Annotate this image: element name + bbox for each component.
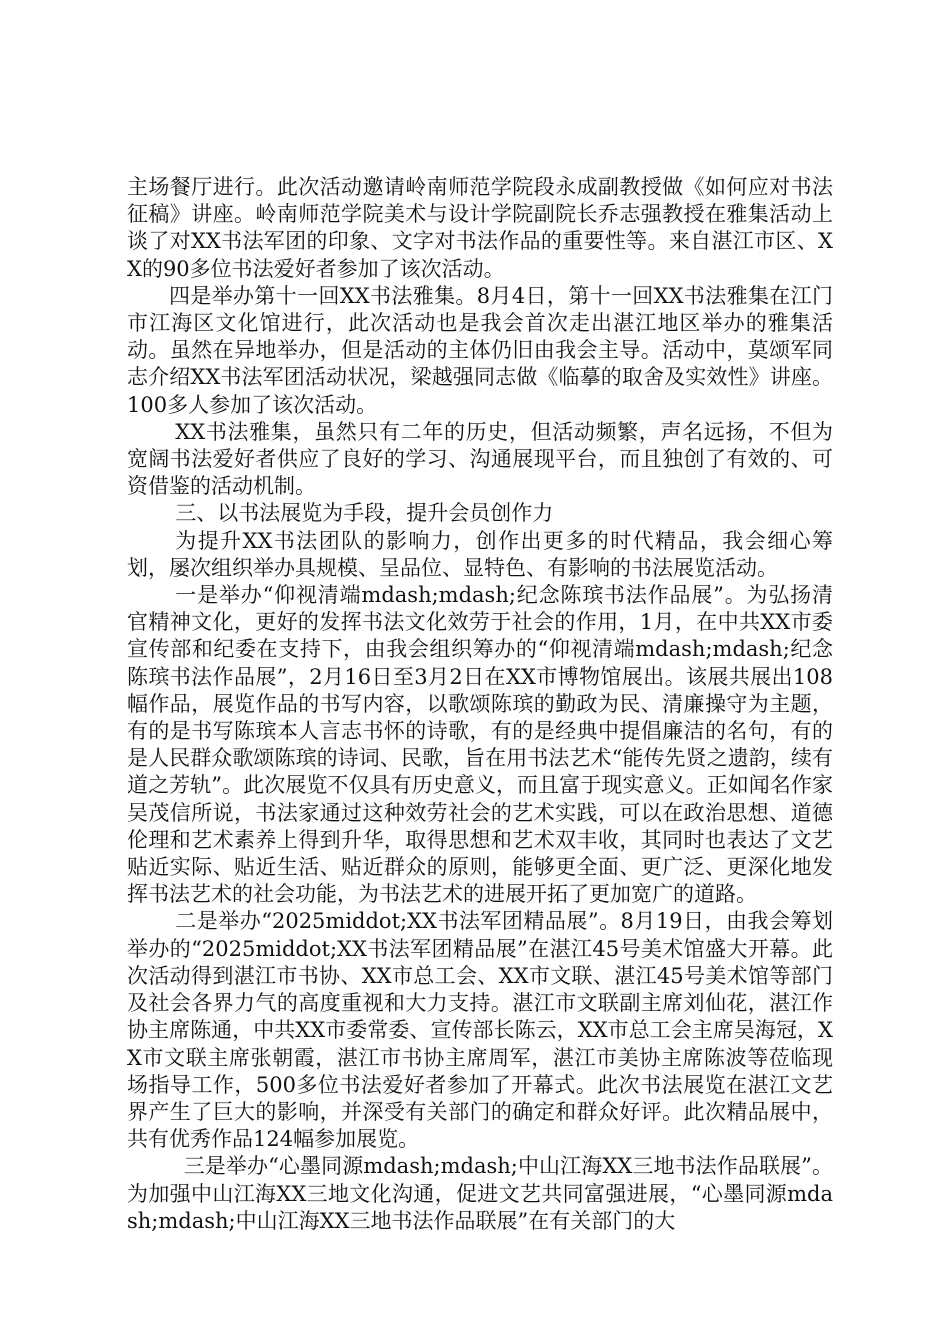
section-heading: 三、以书法展览为手段，提升会员创作力 xyxy=(175,501,554,526)
paragraph: 为提升XX书法团队的影响力，创作出更多的时代精品，我会细心筹划，屡次组织举办具规模、呈品位、显特色、有影响的书法展览活动。 xyxy=(127,528,833,580)
paragraph: 四是举办第十一回XX书法雅集。8月4日，第十一回XX书法雅集在江门市江海区文化馆进行，此次活动也是我会首次走出湛江地区举办的雅集活动。虽然在异地举办，但是活动的主体仍旧由我会主导。活动中，莫颂军同志介绍XX书法军团活动状况，梁越强同志做《临摹的取舍及实效性》讲座。100多人参加了该次活动。 xyxy=(127,283,833,417)
paragraph: XX书法雅集，虽然只有二年的历史，但活动频繁，声名远扬，不但为宽阔书法爱好者供应了良好的学习、沟通展现平台，而且独创了有效的、可资借鉴的活动机制。 xyxy=(127,419,833,499)
document-page xyxy=(127,174,833,1235)
paragraph: 二是举办“2025middot;XX书法军团精品展”。8月19日，由我会筹划举办的“2025middot;XX书法军团精品展”在湛江45号美术馆盛大开幕。此次活动得到湛江市书协、XX市总工会、XX市文联、湛江45号美术馆等部门及社会各界力气的高度重视和大力支持。湛江市文联副主席刘仙花，湛江作协主席陈通，中共XX市委常委、宣传部长陈云，XX市总工会主席吴海冠，XX市文联主席张朝霞，湛江市书协主席周军，湛江市美协主席陈波等莅临现场指导工作，500多位书法爱好者参加了开幕式。此次书法展览在湛江文艺界产生了巨大的影响，并深受有关部门的确定和群众好评。此次精品展中，共有优秀作品124幅参加展览。 xyxy=(127,909,833,1152)
paragraph: 三是举办“心墨同源mdash;mdash;中山江海XX三地书法作品联展”。为加强中山江海XX三地文化沟通，促进文艺共同富强进展，“心墨同源mdash;mdash;中山江海XX三地书法作品联展”在有关部门的大 xyxy=(127,1154,833,1233)
paragraph: 主场餐厅进行。此次活动邀请岭南师范学院段永成副教授做《如何应对书法征稿》讲座。岭南师范学院美术与设计学院副院长乔志强教授在雅集活动上谈了对XX书法军团的印象、文字对书法作品的重要性等。来自湛江市区、XX的90多位书法爱好者参加了该次活动。 xyxy=(127,175,833,281)
paragraph: 一是举办“仰视清端mdash;mdash;纪念陈瑸书法作品展”。为弘扬清官精神文化，更好的发挥书法文化效劳于社会的作用，1月，在中共XX市委宣传部和纪委在支持下，由我会组织筹办的“仰视清端mdash;mdash;纪念陈瑸书法作品展”，2月16日至3月2日在XX市博物馆展出。该展共展出108幅作品，展览作品的书写内容，以歌颂陈瑸的勤政为民、清廉操守为主题，有的是书写陈瑸本人言志书怀的诗歌，有的是经典中提倡廉洁的名句，有的是人民群众歌颂陈瑸的诗词、民歌，旨在用书法艺术“能传先贤之遗韵，续有道之芳轨”。此次展览不仅具有历史意义，而且富于现实意义。正如闻名作家吴茂信所说，书法家通过这种效劳社会的艺术实践，可以在政治思想、道德伦理和艺术素养上得到升华，取得思想和艺术双丰收，其同时也表达了文艺贴近实际、贴近生活、贴近群众的原则，能够更全面、更广泛、更深化地发挥书法艺术的社会功能，为书法艺术的进展开拓了更加宽广的道路。 xyxy=(127,583,833,907)
